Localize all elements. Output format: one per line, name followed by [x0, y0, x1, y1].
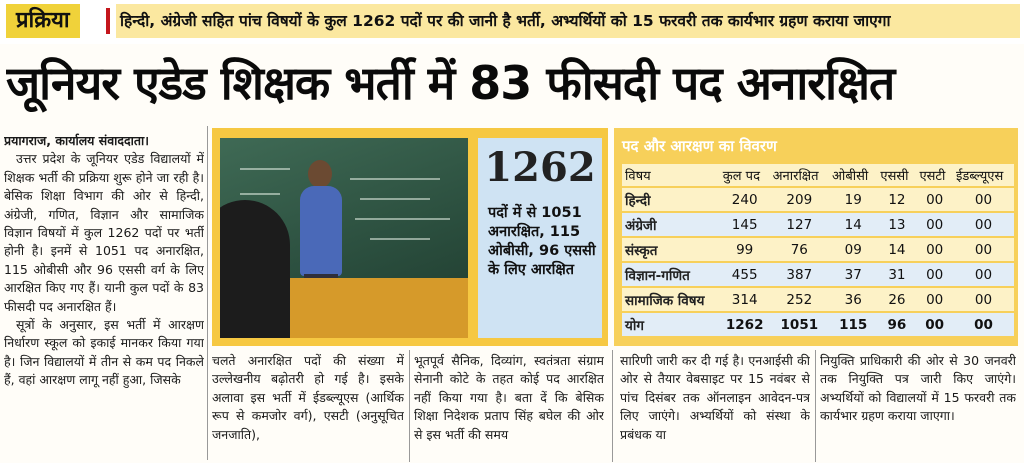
header-cell: एसटी — [916, 164, 953, 186]
table-cell: 314 — [720, 288, 770, 311]
stat-number: 1262 — [484, 144, 596, 191]
reservation-table-panel — [614, 128, 1018, 346]
article-column-4 — [620, 352, 810, 460]
table-cell: 145 — [720, 213, 770, 236]
kicker-separator — [106, 8, 110, 34]
paragraph: उत्तर प्रदेश के जूनियर एडेड विद्यालयों में शिक्षक भर्ती की प्रक्रिया शुरू होने जा रही है। बेसिक शिक्षा विभाग की ओर से हिन्दी, अंग्रेजी, गणित, विज्ञान और सामाजिक विज्ञान विषयों में कुल 1262 पदों पर भर्ती होनी है। इनमें से 1051 पद अनारक्षित, 115 ओबीसी और 96 एससी वर्ग के लिए आरक्षित किए गए हैं। यानी कुल पदों के 83 फीसदी पद अनारक्षित हैं। — [4, 151, 204, 314]
header-cell: ईडब्ल्यूएस — [953, 164, 1014, 186]
table-cell: 09 — [829, 238, 877, 261]
table-cell: सामाजिक विषय — [622, 288, 720, 311]
table-cell: 00 — [916, 288, 953, 311]
table-cell: 00 — [953, 313, 1014, 336]
table-row — [622, 238, 1014, 261]
table-cell: 00 — [953, 288, 1014, 311]
table-cell: 209 — [770, 188, 829, 211]
stat-text: पदों में से 1051 अनारक्षित, 115 ओबीसी, 96 एससी के लिए आरक्षित — [488, 205, 596, 278]
table-row — [622, 263, 1014, 286]
kicker-label: प्रक्रिया — [6, 4, 80, 38]
paragraph: सारिणी जारी कर दी गई है। एनआईसी की ओर से तैयार वेबसाइट पर 15 नवंबर से पांच दिसंबर तक ऑनलाइन आवेदन-पत्र लिए जाएंगे। अभ्यर्थियों को संस्था के प्रबंधक या — [620, 353, 810, 442]
paragraph: सूत्रों के अनुसार, इस भर्ती में आरक्षण निर्धारण स्कूल को इकाई मानकर किया गया है। जिन विद्यालयों में तीन से कम पद निकले हैं, वहां आरक्षण लागू नहीं हुआ, जिसके — [4, 317, 204, 388]
header-cell: अनारक्षित — [770, 164, 829, 186]
headline: जूनियर एडेड शिक्षक भर्ती में 83 फीसदी पद अनारक्षित — [6, 56, 895, 110]
desk — [260, 278, 468, 338]
table-cell: 99 — [720, 238, 770, 261]
table-row — [622, 213, 1014, 236]
table-cell: संस्कृत — [622, 238, 720, 261]
table-cell: 00 — [953, 238, 1014, 261]
table-row — [622, 288, 1014, 311]
table-cell: 13 — [877, 213, 916, 236]
table-cell: विज्ञान-गणित — [622, 263, 720, 286]
table-cell: 36 — [829, 288, 877, 311]
paragraph: चलते अनारक्षित पदों की संख्या में उल्लेखनीय बढ़ोतरी हो गई है। इसके अलावा इस भर्ती में ईडब्ल्यूएस (आर्थिक रूप से कमजोर वर्ग), एसटी (अनुसूचित जनजाति), — [212, 353, 404, 442]
header-cell: कुल पद — [720, 164, 770, 186]
student-figure — [220, 200, 290, 338]
article-column-1 — [4, 132, 204, 462]
stat-callout — [478, 138, 602, 338]
table-cell: 455 — [720, 263, 770, 286]
table-cell: अंग्रेजी — [622, 213, 720, 236]
table-cell: 76 — [770, 238, 829, 261]
header-cell: ओबीसी — [829, 164, 877, 186]
table-cell: 127 — [770, 213, 829, 236]
table-cell: 96 — [877, 313, 916, 336]
header-cell: एससी — [877, 164, 916, 186]
classroom-photo — [220, 138, 468, 338]
teacher-figure — [308, 160, 332, 188]
table-cell: 240 — [720, 188, 770, 211]
column-rule — [612, 350, 613, 462]
table-cell: 00 — [953, 213, 1014, 236]
article-column-3 — [414, 352, 604, 460]
table-total-row — [622, 313, 1014, 336]
column-rule — [815, 350, 816, 462]
table-cell: 00 — [916, 313, 953, 336]
table-cell: 00 — [916, 188, 953, 211]
table-cell: 115 — [829, 313, 877, 336]
table-cell: 37 — [829, 263, 877, 286]
column-rule — [409, 350, 410, 462]
paragraph: भूतपूर्व सैनिक, दिव्यांग, स्वतंत्रता संग्राम सेनानी कोटे के तहत कोई पद आरक्षित नहीं किया गया है। बता दें कि बेसिक शिक्षा निदेशक प्रताप सिंह बघेल की ओर से इस भर्ती की समय — [414, 353, 604, 442]
article-column-5 — [820, 352, 1016, 460]
table-cell: 14 — [877, 238, 916, 261]
table-cell: 00 — [916, 213, 953, 236]
table-cell: 1262 — [720, 313, 770, 336]
table-cell: 1051 — [770, 313, 829, 336]
table-cell: 252 — [770, 288, 829, 311]
reservation-table — [622, 162, 1014, 338]
paragraph: नियुक्ति प्राधिकारी की ओर से 30 जनवरी तक नियुक्ति पत्र जारी किए जाएंगे। अभ्यर्थियों को विद्यालयों में 15 फरवरी तक कार्यभार ग्रहण कराया जाएगा। — [820, 353, 1016, 424]
byline: प्रयागराज, कार्यालय संवाददाता। — [4, 133, 150, 148]
table-cell: 00 — [916, 238, 953, 261]
table-cell: 19 — [829, 188, 877, 211]
photo-panel — [212, 128, 608, 346]
table-cell: 14 — [829, 213, 877, 236]
table-row — [622, 188, 1014, 211]
kicker-bar — [0, 0, 1024, 44]
table-cell: हिन्दी — [622, 188, 720, 211]
table-title: पद और आरक्षण का विवरण — [622, 137, 777, 155]
table-header-row — [622, 164, 1014, 186]
kicker-text: हिन्दी, अंग्रेजी सहित पांच विषयों के कुल 1262 पदों पर की जानी है भर्ती, अभ्यर्थियों को 15 फरवरी तक कार्यभार ग्रहण कराया जाएगा — [116, 4, 1020, 38]
table-cell: 00 — [916, 263, 953, 286]
table-cell: 31 — [877, 263, 916, 286]
table-cell: 00 — [953, 188, 1014, 211]
article-column-2 — [212, 352, 404, 460]
table-cell: 387 — [770, 263, 829, 286]
header-cell: विषय — [622, 164, 720, 186]
column-rule — [207, 126, 208, 460]
table-cell: 26 — [877, 288, 916, 311]
table-cell: 12 — [877, 188, 916, 211]
table-cell: योग — [622, 313, 720, 336]
table-cell: 00 — [953, 263, 1014, 286]
